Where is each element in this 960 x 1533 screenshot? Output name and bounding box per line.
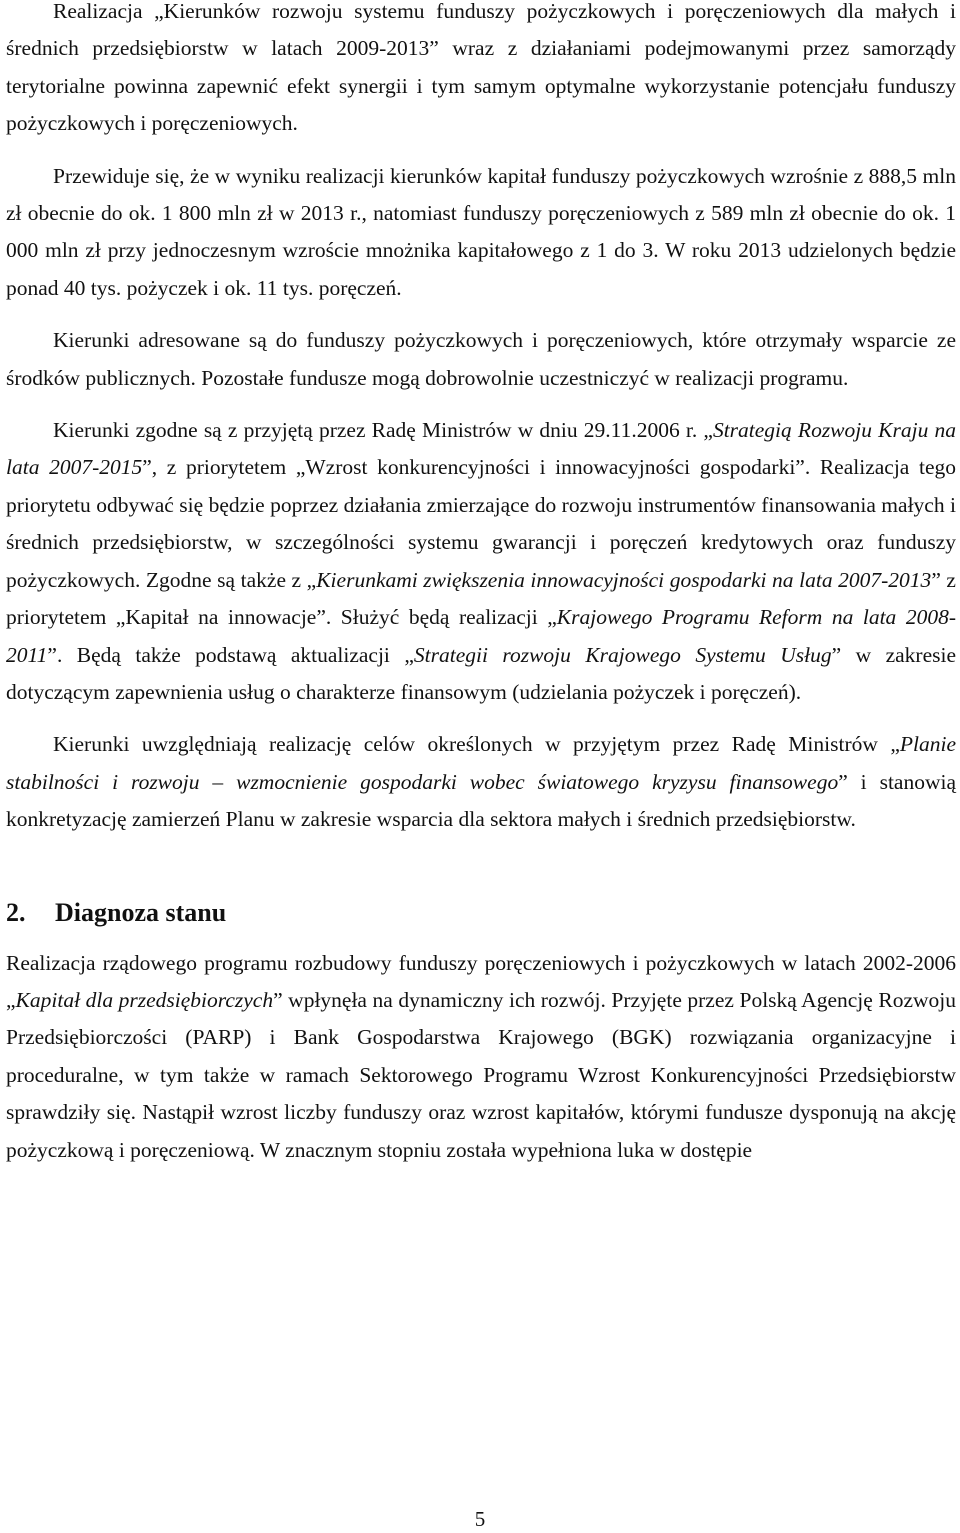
- title-strategia-systemu-uslug: Strategii rozwoju Krajowego Systemu Usług: [413, 642, 832, 667]
- title-plan-stabilnosci: Planie stabilności i rozwoju – wzmocnienie gospodarki wobec światowego kryzysu finansowego: [6, 732, 956, 794]
- paragraph-gap: [6, 143, 956, 158]
- paragraph-kierunki-uwzgledniaja: [6, 726, 956, 838]
- paragraph-przewiduje: Przewiduje się, że w wyniku realizacji kierunków kapitał funduszy pożyczkowych wzrośnie z 888,5 mln zł obecnie do ok. 1 800 mln zł w 2013 r., natomiast funduszy poręczeniowych z 589 mln zł obecnie do ok. 1 000 mln zł przy jednoczesnym wzroście mnożnika kapitałowego z 1 do 3. W roku 2013 udzielonych będzie ponad 40 tys. pożyczek i ok. 11 tys. poręczeń.: [6, 163, 956, 300]
- paragraph-kierunki-adresowane: Kierunki adresowane są do funduszy pożyczkowych i poręczeniowych, które otrzymały wsparcie ze środków publicznych. Pozostałe fundusze mogą dobrowolnie uczestniczyć w realizacji programu.: [6, 328, 956, 390]
- text-run: Realizacja rządowego programu rozbudowy funduszy poręczeniowych i pożyczkowych w latach 2002-2006 „: [6, 950, 956, 1012]
- paragraph-kierunki-zgodne: [6, 412, 956, 711]
- paragraph-diagnoza: [6, 945, 956, 1169]
- title-kierunki-innowacyjnosci: Kierunkami zwiększenia innowacyjności gospodarki na lata 2007-2013: [316, 567, 932, 592]
- paragraph-gap: [6, 711, 956, 726]
- text-run: Kierunki zgodne są z przyjętą przez Radę Ministrów w dniu 29.11.2006 r. „: [53, 418, 713, 443]
- text-run: ”. Będą także podstawą aktualizacji „: [47, 642, 414, 667]
- paragraph-gap: [6, 397, 956, 412]
- section-title: Diagnoza stanu: [55, 897, 227, 927]
- title-kapital-dla-przedsiebiorczych: Kapitał dla przedsiębiorczych: [15, 987, 274, 1012]
- paragraph-gap: [6, 307, 956, 322]
- title-strategia-rozwoju-kraju: Strategią Rozwoju Kraju na lata 2007-2015: [6, 418, 956, 480]
- text-run: ” wpłynęła na dynamiczny ich rozwój. Przyjęte przez Polską Agencję Rozwoju Przedsiębiorczości (PARP) i Bank Gospodarstwa Krajowego (BGK) rozwiązania organizacyjne i proceduralne, w tym także w ramach Sektorowego Programu Wzrost Konkurencyjności Przedsiębiorstw sprawdziły się. Nastąpił wzrost liczby funduszy oraz wzrost kapitałów, którymi fundusze dysponują na akcję pożyczkową i poręczeniową. W znacznym stopniu została wypełniona luka w dostępie: [6, 987, 956, 1162]
- title-krajowy-program-reform: Krajowego Programu Reform na lata 2008-2011: [6, 605, 956, 667]
- section-gap: [6, 933, 956, 945]
- section-heading: [6, 893, 956, 933]
- section-number: 2.: [6, 897, 26, 927]
- text-run: Kierunki uwzględniają realizację celów określonych w przyjętym przez Radę Ministrów „: [53, 732, 900, 757]
- text-run: ”, z priorytetem „Wzrost konkurencyjności i innowacyjności gospodarki”. Realizacja tego priorytetu odbywać się będzie poprzez działania zmierzające do rozwoju instrumentów finansowania małych i średnich przedsiębiorstw, w szczególności systemu gwarancji i poręczeń kredytowych oraz funduszy pożyczkowych. Zgodne są także z „: [6, 455, 956, 592]
- text-run: ” i stanowią konkretyzację zamierzeń Planu w zakresie wsparcia dla sektora małych i średnich przedsiębiorstw.: [6, 769, 957, 832]
- section-gap: [6, 839, 956, 893]
- text-run: ” w zakresie dotyczącym zapewnienia usług o charakterze finansowym (udzielania pożyczek i poręczeń).: [6, 642, 957, 704]
- text-run: ” z priorytetem „Kapitał na innowacje”. Służyć będą realizacji „: [6, 567, 956, 630]
- page-number: 5: [474, 1507, 486, 1531]
- document-page: [6, 0, 956, 1169]
- paragraph-realizacja-kierunkow: Realizacja „Kierunków rozwoju systemu funduszy pożyczkowych i poręczeniowych dla małych i średnich przedsiębiorstw w latach 2009-2013” wraz z działaniami podejmowanymi przez samorządy terytorialne powinna zapewnić efekt synergii i tym samym optymalne wykorzystanie potencjału funduszy pożyczkowych i poręczeniowych.: [6, 0, 956, 136]
